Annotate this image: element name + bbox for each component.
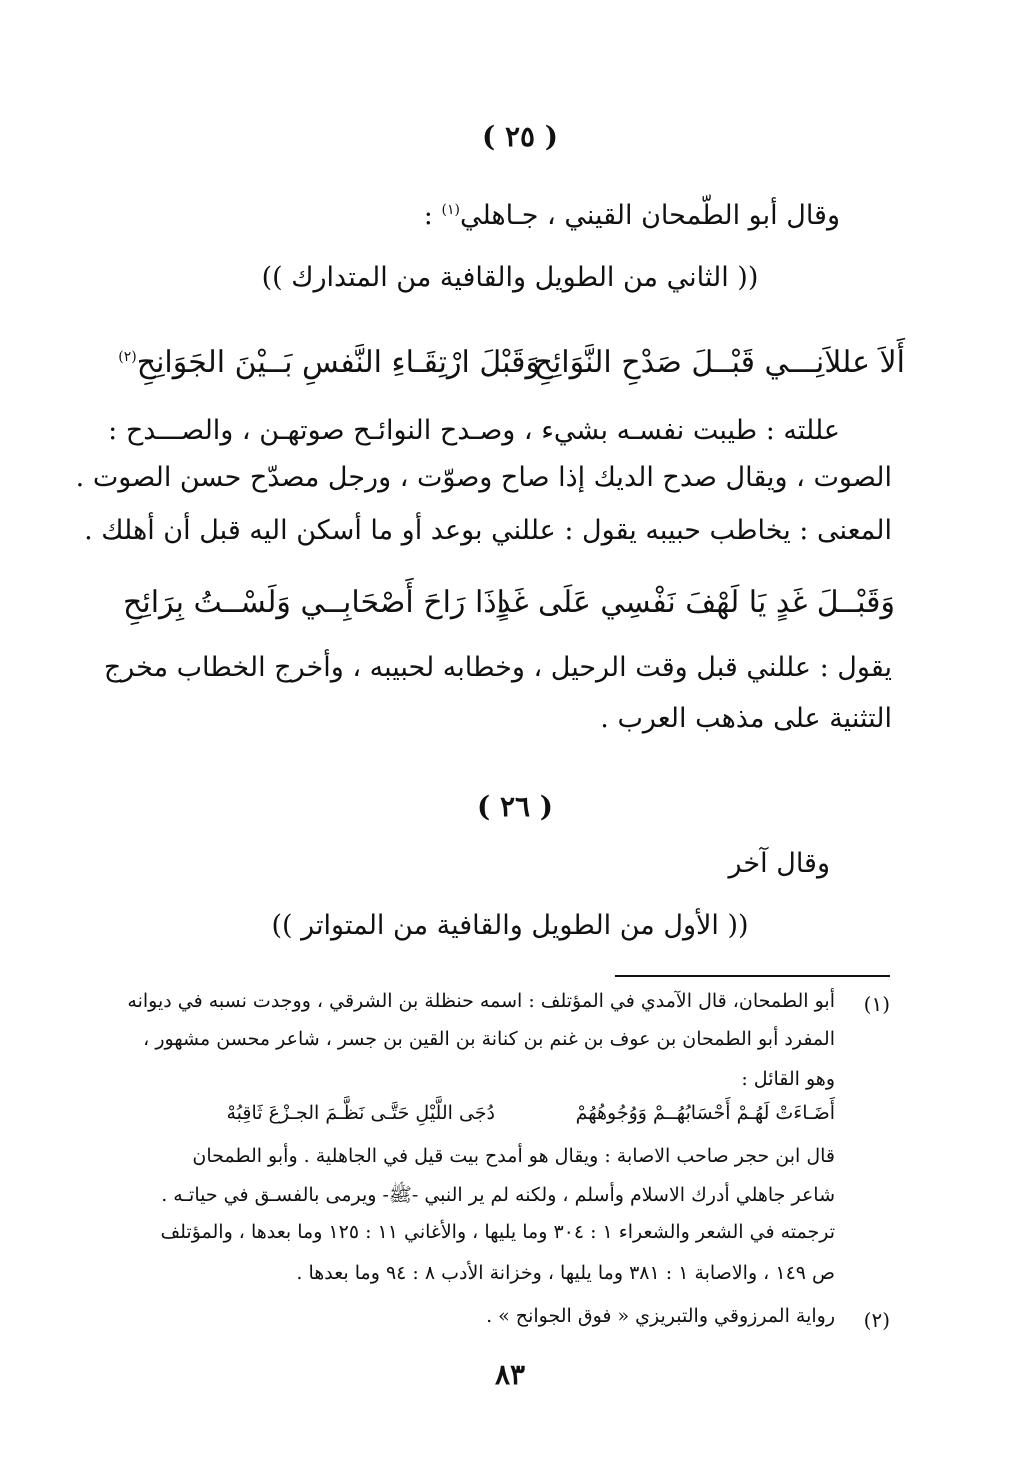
verse2-first-hemistich: وَقَبْــلَ غَدٍ يَا لَهْفَ نَفْسِي عَلَى غَدٍ <box>497 585 895 620</box>
meter-line-25: (( الثاني من الطويل والقافية من المتدارك )) <box>261 262 759 293</box>
intro-colon: : <box>423 200 433 231</box>
footnote-ref-1: (١) <box>441 202 460 218</box>
verse1-second-text: وَقَبْلَ ارْتِقَـاءِ النَّفسِ بَــيْنَ الجَوَانِحِ <box>136 345 540 380</box>
footnote-1-line-3: وهو القائل : <box>741 1068 835 1090</box>
gloss-line-3: المعنى : يخاطب حبيبه يقول : عللني بوعد أو ما أسكن اليه قبل أن أهلك . <box>84 515 892 546</box>
footnote-2-marker: (٢) <box>863 1308 890 1332</box>
gloss-line-5: التثنية على مذهب العرب . <box>600 703 892 734</box>
intro-line <box>424 200 840 231</box>
footnote-1-line-6: ترجمته في الشعر والشعراء ١ : ٣٠٤ وما يليها ، والأغاني ١١ : ١٢٥ وما بعدها ، والمؤتلف <box>160 1221 835 1243</box>
page-number: ٨٣ <box>494 1358 526 1391</box>
gloss-line-2: الصوت ، ويقال صدح الديك إذا صاح وصوّت ، ورجل مصدّح حسن الصوت . <box>75 462 892 493</box>
footnote-1-verse-second: دُجَى اللَّيْلِ حَتَّـى نَظَّـمَ الجـزْعَ ثَاقِبُهْ <box>226 1102 495 1124</box>
footnote-separator <box>615 975 890 977</box>
footnote-1-line-7: ص ١٤٩ ، والاصابة ١ : ٣٨١ وما يليها ، وخزانة الأدب ٨ : ٩٤ وما بعدها . <box>296 1262 835 1284</box>
intro-line-26: وقال آخر <box>728 848 830 879</box>
footnote-1-line-4: قال ابن حجر صاحب الاصابة : ويقال هو أمدح بيت قيل في الجاهلية . وأبو الطمحان <box>192 1145 835 1167</box>
intro-text: وقال أبو الطّمحان القيني ، جـاهلي <box>459 200 840 231</box>
footnote-ref-2: (٢) <box>118 349 137 365</box>
verse1-second-hemistich <box>118 345 540 380</box>
gloss-line-4: يقول : عللني قبل وقت الرحيل ، وخطابه لحبيبه ، وأخرج الخطاب مخرج <box>103 652 892 683</box>
footnote-1-verse-first: أَضَـاءَتْ لَهُـمْ أَحْسَابُهُــمْ وَوُجُوهُهُمْ <box>575 1102 835 1124</box>
section-number-26: ( ٢٦ ) <box>476 790 554 823</box>
footnote-1-line-1: أبو الطمحان، قال الآمدي في المؤتلف : اسمه حنظلة بن الشرقي ، ووجدت نسبه في ديوانه <box>127 990 835 1012</box>
footnote-1-marker: (١) <box>863 992 890 1016</box>
verse2-second-hemistich: اِذَا رَاحَ أَصْحَابِــي وَلَسْــتُ بِرَائِحِ <box>123 585 505 620</box>
footnote-2-text: رواية المرزوقي والتبريزي « فوق الجوانح » . <box>486 1305 835 1327</box>
verse1-first-hemistich: أَلاَ عللاَنِـــي قَبْــلَ صَدْحِ النَّوَائِحِ <box>533 345 905 380</box>
meter-line-26: (( الأول من الطويل والقافية من المتواتر )) <box>271 910 749 941</box>
section-number-25: ( ٢٥ ) <box>481 120 559 153</box>
footnote-1-line-2: المفرد أبو الطمحان بن عوف بن غنم بن كنانة بن القين بن جسر ، شاعر محسن مشهور ، <box>143 1028 835 1050</box>
gloss-line-1: عللته : طيبت نفسـه بشيء ، وصـدح النوائـح صوتهـن ، والصـــدح : <box>108 415 840 446</box>
footnote-1-line-5: شاعر جاهلي أدرك الاسلام وأسلم ، ولكنه لم ير النبي -ﷺ- ويرمى بالفسـق في حياتـه . <box>161 1184 835 1206</box>
